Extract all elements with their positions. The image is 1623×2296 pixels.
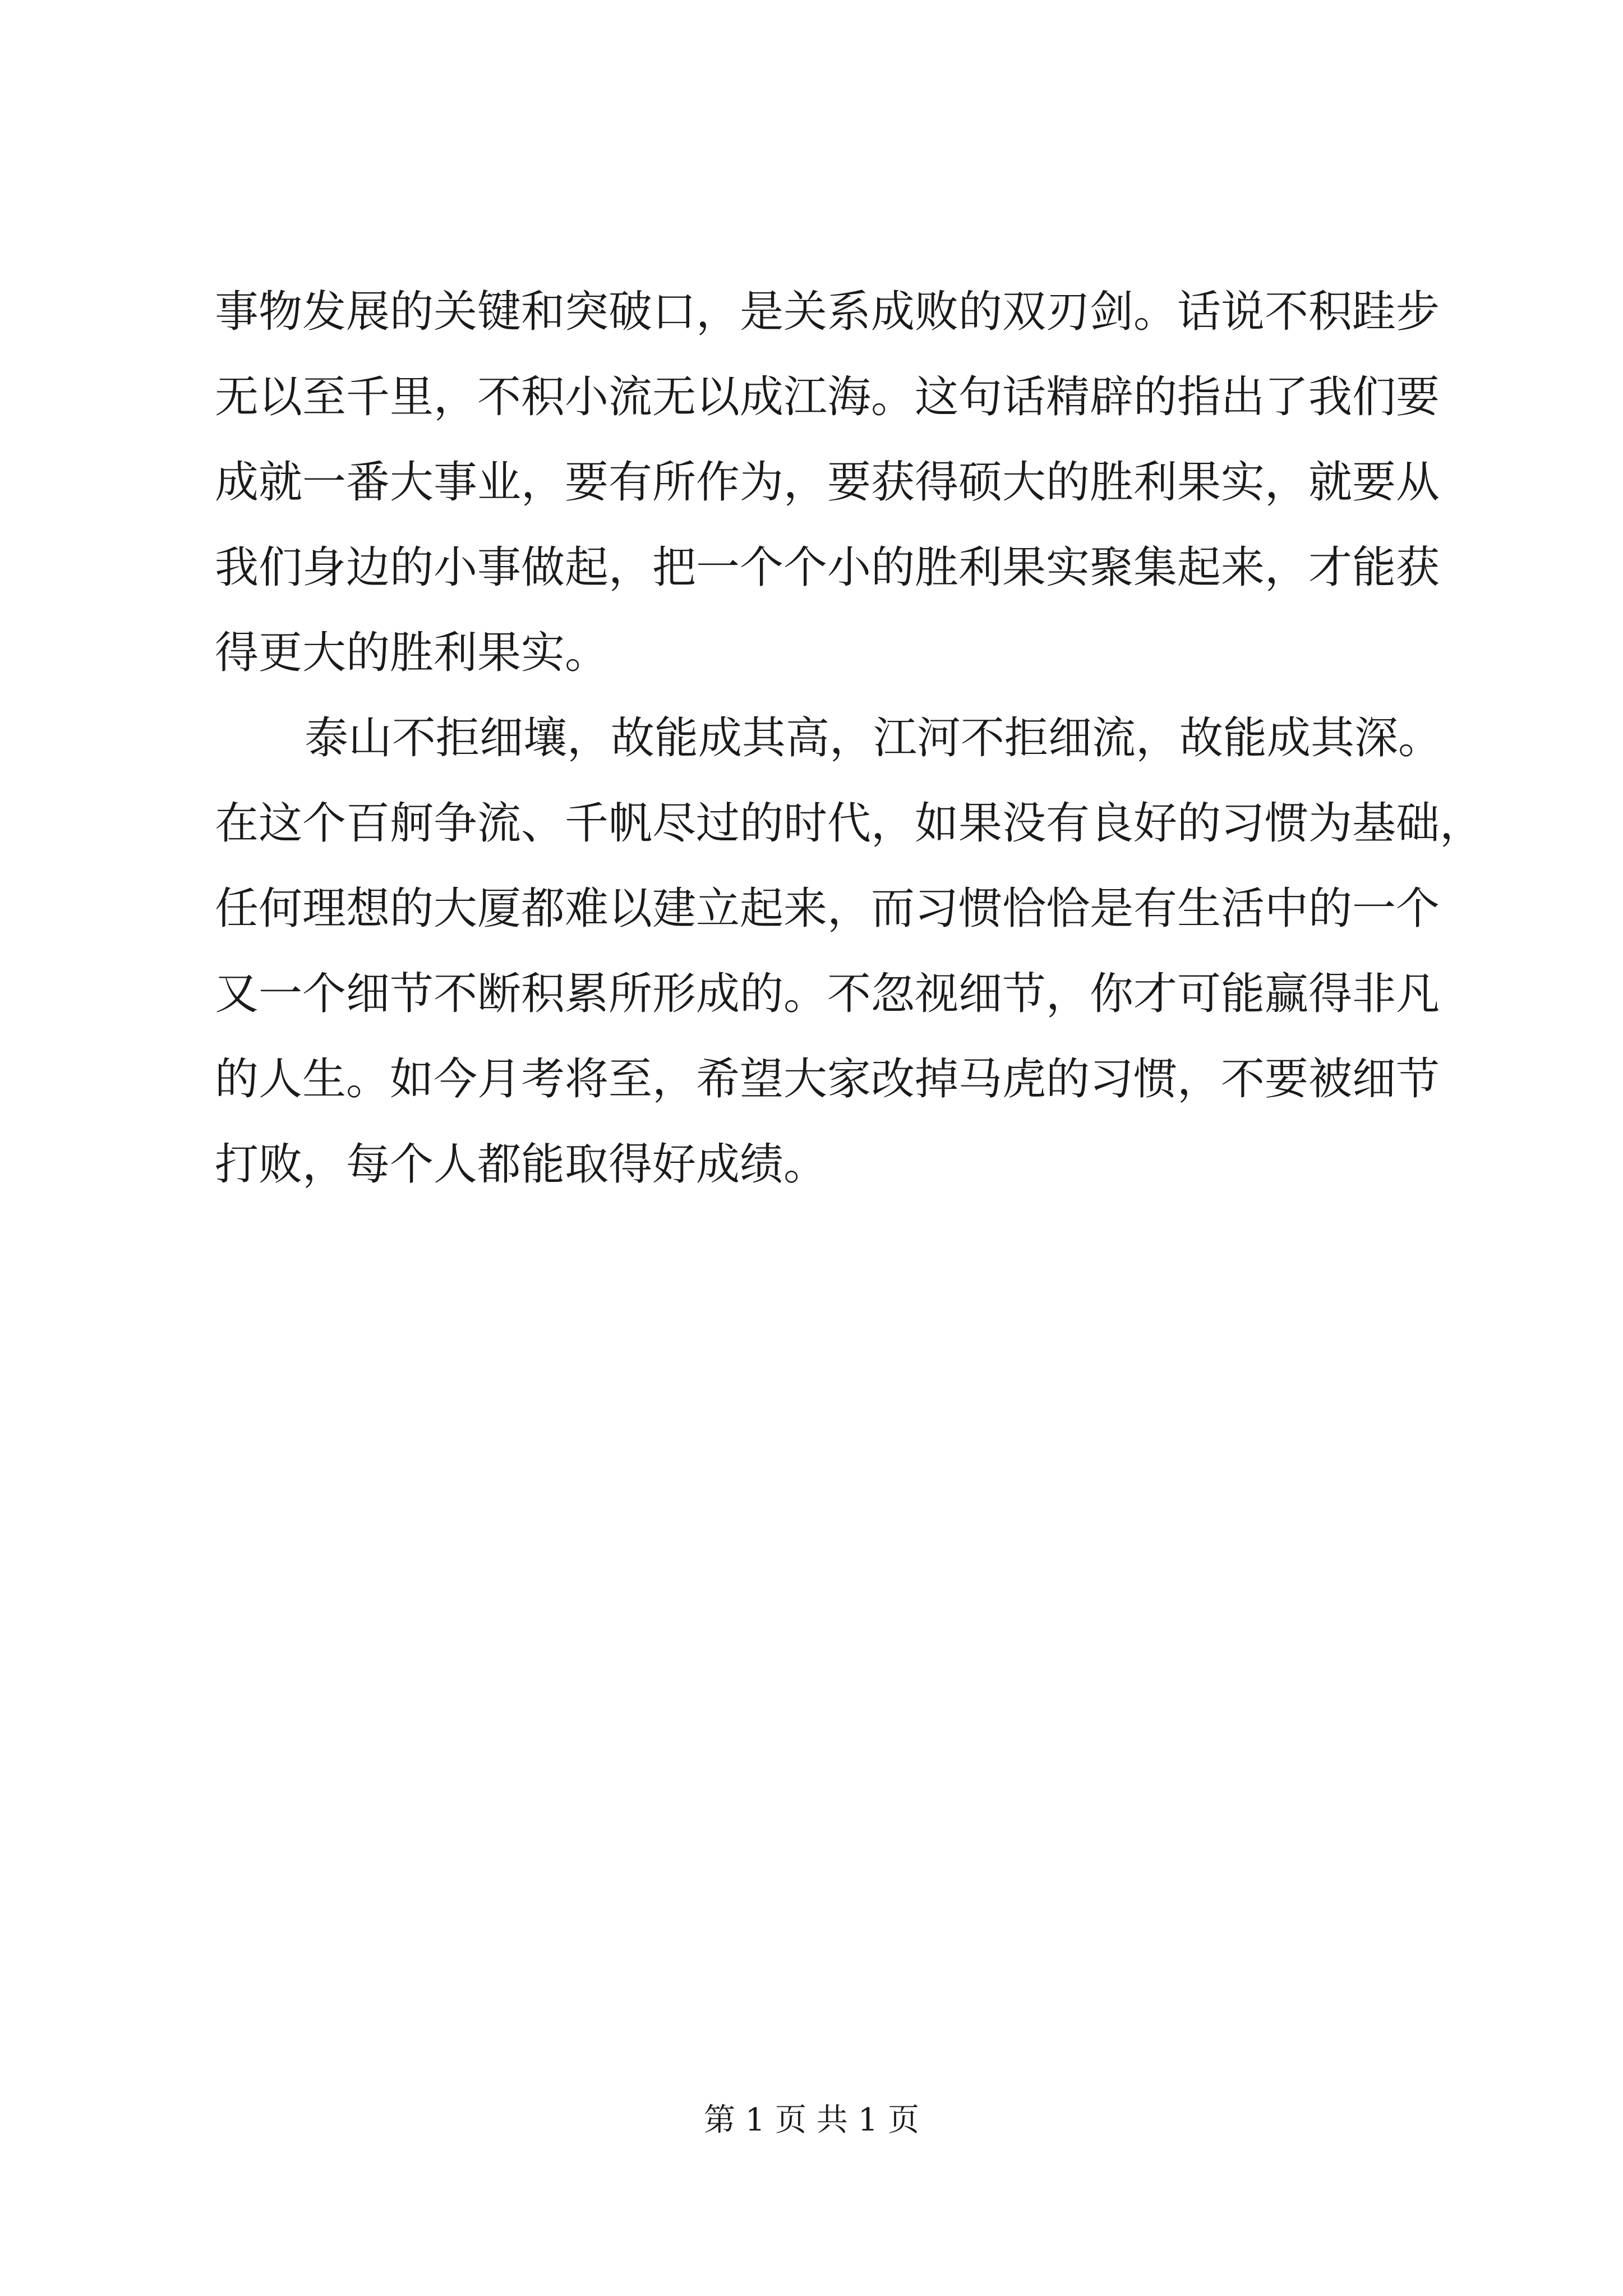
text-line: 任何理想的大厦都难以建立起来，而习惯恰恰是有生活中的一个 (215, 884, 1440, 934)
paragraph-1 (215, 269, 1440, 696)
text-line: 在这个百舸争流、千帆尽过的时代，如果没有良好的习惯为基础， (215, 798, 1484, 849)
text-line: 事物发展的关键和突破口，是关系成败的双刃剑。话说不积跬步 (215, 287, 1440, 337)
text-line: 泰山不拒细壤，故能成其高，江河不拒细流，故能成其深。 (305, 713, 1442, 763)
text-line: 我们身边的小事做起，把一个个小的胜利果实聚集起来，才能获 (215, 542, 1440, 593)
text-line: 得更大的胜利果实。 (215, 628, 609, 678)
document-body (215, 269, 1484, 1207)
text-line: 成就一番大事业，要有所作为，要获得硕大的胜利果实，就要从 (215, 457, 1440, 508)
text-line: 打败，每个人都能取得好成绩。 (215, 1139, 828, 1190)
text-line: 无以至千里，不积小流无以成江海。这句话精辟的指出了我们要 (215, 372, 1440, 422)
paragraph-2 (215, 696, 1484, 1207)
text-line: 的人生。如今月考将至，希望大家改掉马虎的习惯，不要被细节 (215, 1054, 1440, 1105)
text-line: 又一个细节不断积累所形成的。不忽视细节，你才可能赢得非凡 (215, 969, 1440, 1019)
page-footer: 第 1 页 共 1 页 (703, 2102, 920, 2138)
